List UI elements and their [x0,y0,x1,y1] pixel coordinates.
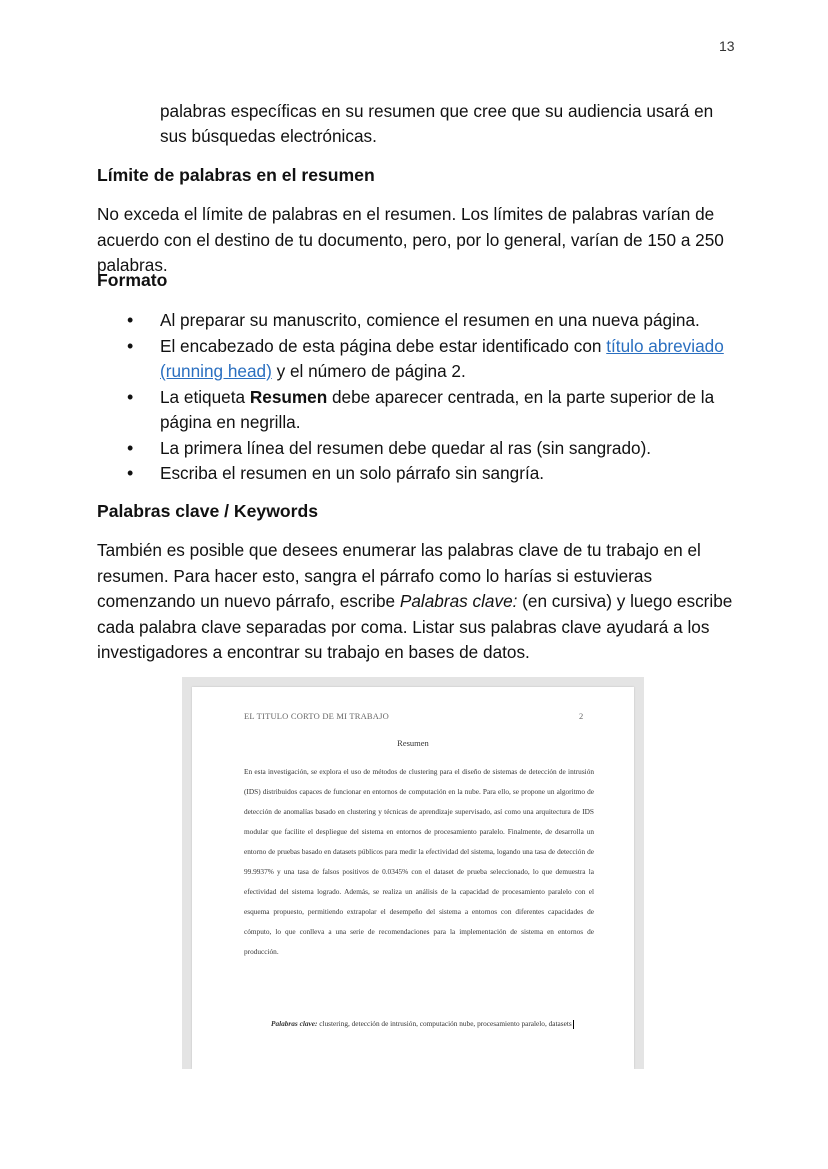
keywords-text-before: También es posible que desees enumerar las palabras clave de tu trabajo en el resumen. Para hacer esto, sangra el párrafo como lo harías si estuvieras comenzando un nuevo párrafo, escribe [97,540,701,611]
example-keywords-line [244,1014,594,1034]
bullet-text-suffix: debe aparecer centrada, en la parte superior de la página en negrilla. [160,386,715,432]
bullet-icon: • [127,463,134,483]
bullet-icon: • [127,437,134,458]
running-head-link[interactable]: título abreviado (running head) [160,335,724,381]
format-bullet-list [127,308,739,487]
example-abstract-title: Resumen [397,738,429,748]
bullet-item [127,334,739,385]
bullet-text: Escriba el resumen en un solo párrafo sin sangría. [160,463,545,483]
bullet-text-prefix: El encabezado de esta página debe estar identificado con [160,335,607,356]
bullet-icon: • [127,386,134,407]
bullet-icon: • [127,335,134,356]
example-running-head: EL TITULO CORTO DE MI TRABAJO [244,711,389,721]
bullet-text-suffix: y el número de página 2. [271,361,466,381]
example-abstract-image [182,677,644,1069]
example-page-number: 2 [579,711,584,721]
bullet-item [127,461,739,487]
example-keywords-label: Palabras clave: [271,1019,318,1028]
example-abstract-text: En esta investigación, se explora el uso de métodos de clustering para el diseño de sistemas de detección de intrusión (IDS) distribuidos capaces de funcionar en entornos de computación en la nube. Para ello, se propone un algoritmo de detección de anomalías basado en clustering y técnicas de aprendizaje supervisado, así como una arquitectura de IDS modular que facilite el despliegue del sistema en entornos de procesamiento paralelo. Finalmente, de desarrolla un entorno de pruebas basado en datasets públicos para medir la efectividad del sistema, logando una tasa de detección de 99.9937% y una tasa de falsos positivos de 0.0345% con el dataset de prueba seleccionado, lo que demuestra la efectividad del sistema logrado. Además, se realiza un análisis de la capacidad de procesamiento paralelo con el esquema propuesto, permitiendo extrapolar el desempeño del sistema a entornos con diferentes capacidades de cómputo, lo que conlleva a una serie de recomendaciones para la implementación de sistema en entornos de producción. [244,767,594,956]
example-keywords: clustering, detección de intrusión, computación nube, procesamiento paralelo, datasets [317,1019,572,1028]
text-cursor-icon [573,1020,574,1029]
keywords-text-italic: Palabras clave: [399,591,518,611]
page-number: 13 [719,38,735,54]
bullet-item [127,436,739,462]
bullet-text: La primera línea del resumen debe quedar al ras (sin sangrado). [160,437,652,458]
format-heading: Formato [97,270,168,290]
bullet-item [127,308,739,334]
example-paper [192,687,634,1069]
limit-heading: Límite de palabras en el resumen [97,165,375,185]
bullet-text-bold: Resumen [249,386,328,407]
limit-paragraph: No exceda el límite de palabras en el resumen. Los límites de palabras varían de acuerdo con el destino de tu documento, pero, por lo general, varían de 150 a 250 palabras. [97,204,724,275]
keywords-heading: Palabras clave / Keywords [97,501,319,521]
bullet-text: Al preparar su manuscrito, comience el resumen en una nueva página. [160,310,700,330]
keywords-text-after: (en cursiva) y luego escribe cada palabra clave separadas por coma. Listar sus palabras clave ayudará a los investigadores a encontrar su trabajo en bases de datos. [97,591,733,662]
intro-paragraph: palabras específicas en su resumen que cree que su audiencia usará en sus búsquedas electrónicas. [160,101,714,146]
bullet-icon: • [127,310,134,330]
bullet-text-prefix: La etiqueta [160,386,250,407]
bullet-item [127,385,739,436]
keywords-paragraph [97,538,739,666]
